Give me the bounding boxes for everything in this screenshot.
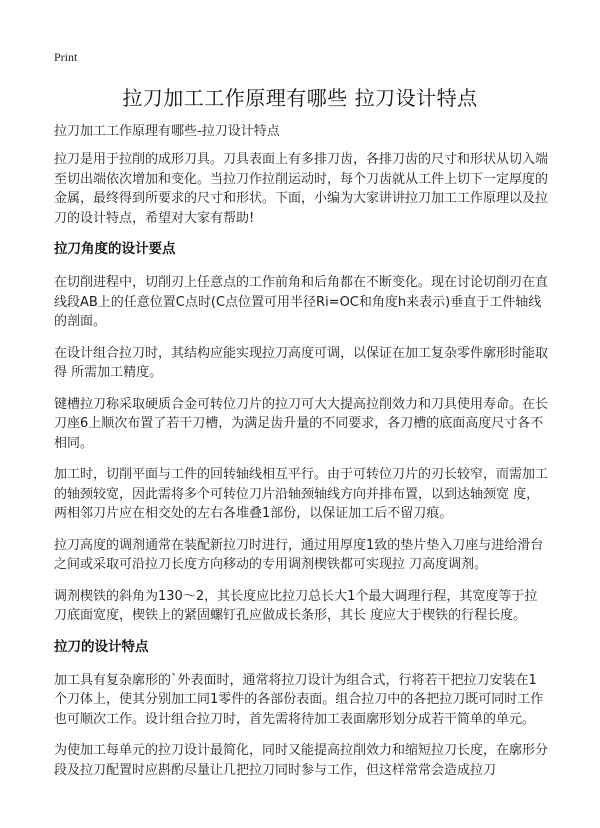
paragraph: 加工具有复杂廓形的`外表面时，通常将拉刀设计为组合式，行将若干把拉刀安装在1个刀体上，使其分别加工同1零件的各部份表面。组合拉刀中的各把拉刀既可同时工作也可顺次工作。设计组合拉刀时，首先需将待加工表面廓形划分成若干简单的单元。 [54, 672, 544, 727]
intro-paragraph: 拉刀是用于拉削的成形刀具。刀具表面上有多排刀齿，各排刀齿的尺寸和形状从切入端至切出端依次增加和变化。当拉刀作拉削运动时，每个刀齿就从工件上切下一定厚度的金属，最终得到所要求的尺寸和形状。下面，小编为大家讲讲拉刀加工工作原理以及拉刀的设计特点，希望对大家有帮助! [54, 152, 549, 226]
section-heading-angle-design: 拉刀角度的设计要点 [54, 241, 176, 257]
paragraph: 拉刀高度的调剂通常在装配新拉刀时进行，通过用厚度1致的垫片垫入刀座与进给滑台之间或采取可沿拉刀长度方向移动的专用调剂楔铁都可实现拉 刀高度调剂。 [54, 537, 544, 572]
paragraph: 在切削进程中，切削刃上任意点的工作前角和后角都在不断变化。现在讨论切削刃在直线段AB上的任意位置C点时(C点位置可用半径Ri=OC和角度h来表示)垂直于工件轴线的剖面。 [54, 275, 549, 329]
article-subtitle: 拉刀加工工作原理有哪些-拉刀设计特点 [54, 124, 280, 139]
paragraph: 为使加工每单元的拉刀设计最简化，同时又能提高拉削效力和缩短拉刀长度，在廓形分段及拉刀配置时应斟酌尽量让几把拉刀同时参与工作，但这样常常会造成拉刀 [54, 743, 549, 778]
paragraph: 加工时，切削平面与工件的回转轴线相互平行。由于可转位刀片的刃长较窄，而需加工的轴颈较宽，因此需将多个可转位刀片沿轴颈轴线方向并排布置，以到达轴颈宽 度，两相邻刀片应在相交处的左右各堆叠1部份，以保证加工后不留刀痕。 [54, 467, 549, 521]
paragraph: 调剂楔铁的斜角为130～2，其长度应比拉刀总长大1个最大调理行程，其宽度等于拉刀底面宽度，楔铁上的紧固螺钉孔应做成长条形，其长 度应大于楔铁的行程长度。 [54, 588, 538, 623]
article-body [54, 150, 548, 792]
print-link[interactable]: Print [54, 50, 78, 64]
section-heading-design-features: 拉刀的设计特点 [54, 638, 149, 655]
paragraph: 在设计组合拉刀时，其结构应能实现拉刀高度可调，以保证在加工复杂零件廓形时能取得 所需加工精度。 [54, 345, 549, 380]
page-title: 拉刀加工工作原理有哪些 拉刀设计特点 [122, 86, 478, 110]
paragraph: 键槽拉刀称采取硬质合金可转位刀片的拉刀可大大提高拉削效力和刀具使用寿命。在长刀座6上顺次布置了若干刀槽，为满足齿升量的不同要求，各刀槽的底面高度尺寸各不相同。 [54, 396, 549, 451]
